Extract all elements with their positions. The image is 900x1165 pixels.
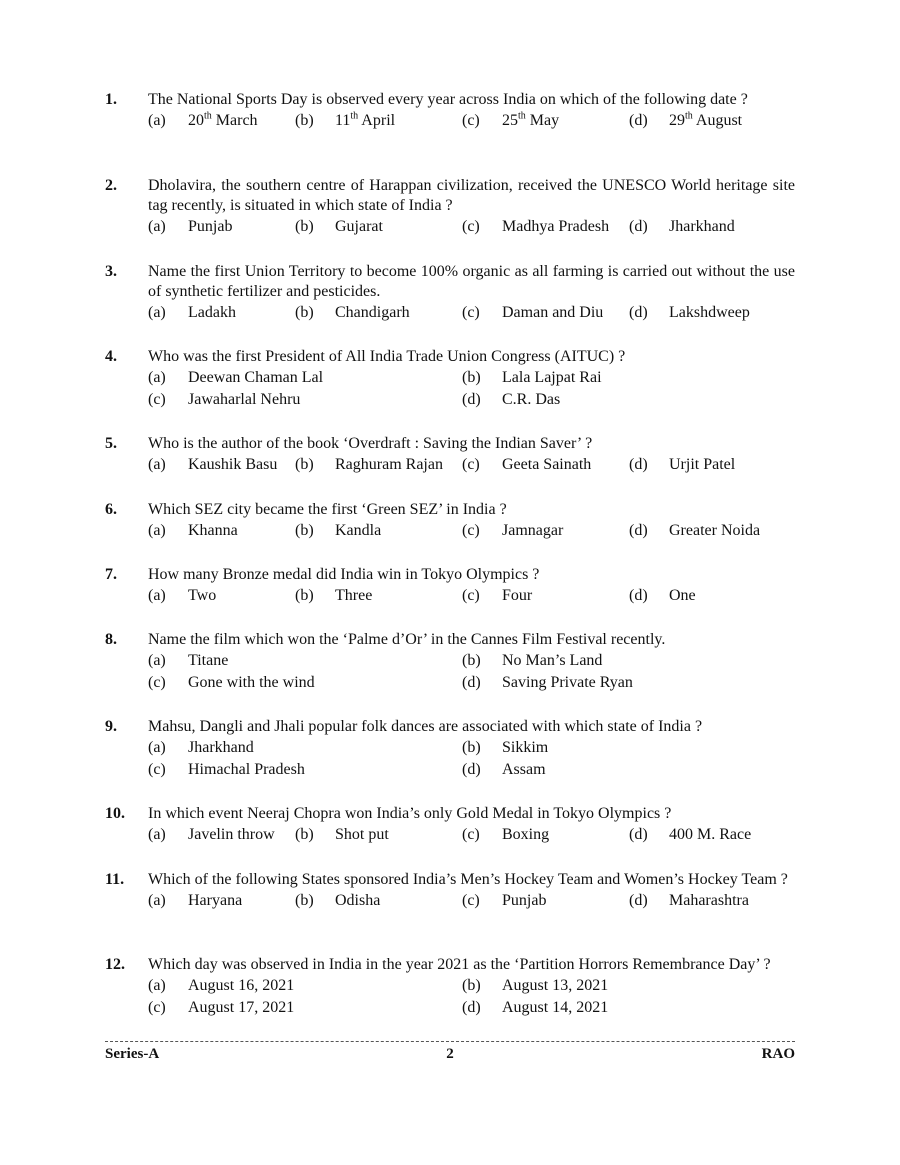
question-text: Which SEZ city became the first ‘Green SEZ’ in India ? bbox=[148, 501, 507, 518]
option-d: (d) Urjit Patel bbox=[629, 456, 736, 473]
options bbox=[148, 824, 795, 846]
option-d: (d) C.R. Das bbox=[462, 391, 561, 408]
option-c: (c) Four bbox=[462, 587, 533, 604]
option-b: (b) Odisha bbox=[295, 892, 381, 909]
option-d: (d) August 14, 2021 bbox=[462, 999, 609, 1016]
option-a: (a) Ladakh bbox=[148, 304, 236, 321]
option-b: (b) Three bbox=[295, 587, 373, 604]
question-text: Which day was observed in India in the year 2021 as the ‘Partition Horrors Remembrance Day’ ? bbox=[148, 956, 771, 973]
options bbox=[148, 110, 795, 132]
question-10 bbox=[105, 804, 795, 846]
option-a: (a) Khanna bbox=[148, 522, 238, 539]
question-number: 10. bbox=[105, 805, 125, 822]
question-text: How many Bronze medal did India win in Tokyo Olympics ? bbox=[148, 566, 540, 583]
option-d: (d) Saving Private Ryan bbox=[462, 674, 633, 691]
question-7 bbox=[105, 565, 795, 607]
options bbox=[148, 890, 795, 912]
option-a: (a) 20th March bbox=[148, 110, 258, 129]
question-2 bbox=[105, 176, 795, 238]
question-text: Name the film which won the ‘Palme d’Or’ in the Cannes Film Festival recently. bbox=[148, 631, 666, 648]
option-a: (a) August 16, 2021 bbox=[148, 977, 295, 994]
option-b: (b) Raghuram Rajan bbox=[295, 456, 443, 473]
option-b: (b) Shot put bbox=[295, 826, 389, 843]
question-number: 3. bbox=[105, 263, 117, 280]
question-text: Who was the first President of All India Trade Union Congress (AITUC) ? bbox=[148, 348, 626, 365]
option-a: (a) Deewan Chaman Lal bbox=[148, 369, 324, 386]
option-b: (b) August 13, 2021 bbox=[462, 977, 609, 994]
option-a: (a) Javelin throw bbox=[148, 826, 275, 843]
option-d: (d) Lakshdweep bbox=[629, 304, 750, 321]
paper-code: RAO bbox=[761, 1046, 795, 1062]
option-c: (c) Geeta Sainath bbox=[462, 456, 592, 473]
option-c: (c) August 17, 2021 bbox=[148, 999, 295, 1016]
question-number: 9. bbox=[105, 718, 117, 735]
question-number: 11. bbox=[105, 871, 125, 888]
question-6 bbox=[105, 500, 795, 542]
page-number: 2 bbox=[446, 1046, 454, 1062]
question-12 bbox=[105, 955, 795, 1019]
question-5 bbox=[105, 434, 795, 476]
question-8 bbox=[105, 630, 795, 694]
question-number: 2. bbox=[105, 177, 117, 194]
option-c: (c) Gone with the wind bbox=[148, 674, 315, 691]
options bbox=[148, 650, 795, 694]
question-number: 6. bbox=[105, 501, 117, 518]
option-a: (a) Two bbox=[148, 587, 217, 604]
question-11 bbox=[105, 870, 795, 912]
question-1 bbox=[105, 90, 795, 132]
options bbox=[148, 454, 795, 476]
option-c: (c) 25th May bbox=[462, 110, 560, 129]
option-c: (c) Jamnagar bbox=[462, 522, 564, 539]
option-a: (a) Jharkhand bbox=[148, 739, 254, 756]
footer-divider bbox=[105, 1041, 795, 1042]
question-number: 5. bbox=[105, 435, 117, 452]
options bbox=[148, 216, 795, 238]
option-a: (a) Titane bbox=[148, 652, 229, 669]
option-b: (b) Kandla bbox=[295, 522, 382, 539]
question-number: 12. bbox=[105, 956, 125, 973]
option-c: (c) Madhya Pradesh bbox=[462, 218, 610, 235]
options bbox=[148, 302, 795, 324]
question-text: Which of the following States sponsored India’s Men’s Hockey Team and Women’s Hockey Team ? bbox=[148, 871, 788, 888]
option-d: (d) 29th August bbox=[629, 110, 743, 129]
option-d: (d) Greater Noida bbox=[629, 522, 761, 539]
option-c: (c) Boxing bbox=[462, 826, 550, 843]
series-label: Series-A bbox=[105, 1046, 160, 1062]
option-d: (d) Maharashtra bbox=[629, 892, 749, 909]
option-c: (c) Jawaharlal Nehru bbox=[148, 391, 301, 408]
options bbox=[148, 585, 795, 607]
question-text: In which event Neeraj Chopra won India’s only Gold Medal in Tokyo Olympics ? bbox=[148, 805, 672, 822]
option-d: (d) Assam bbox=[462, 761, 546, 778]
options bbox=[148, 737, 795, 781]
question-text: The National Sports Day is observed every year across India on which of the following date ? bbox=[148, 91, 748, 108]
option-d: (d) 400 M. Race bbox=[629, 826, 752, 843]
question-4 bbox=[105, 347, 795, 411]
option-b: (b) Sikkim bbox=[462, 739, 549, 756]
question-number: 4. bbox=[105, 348, 117, 365]
option-a: (a) Haryana bbox=[148, 892, 243, 909]
option-d: (d) One bbox=[629, 587, 696, 604]
options bbox=[148, 520, 795, 542]
question-text: Mahsu, Dangli and Jhali popular folk dances are associated with which state of India ? bbox=[148, 718, 703, 735]
option-a: (a) Kaushik Basu bbox=[148, 456, 278, 473]
question-3 bbox=[105, 262, 795, 324]
question-number: 1. bbox=[105, 91, 117, 108]
option-b: (b) 11th April bbox=[295, 110, 396, 129]
option-a: (a) Punjab bbox=[148, 218, 233, 235]
option-c: (c) Punjab bbox=[462, 892, 547, 909]
question-number: 8. bbox=[105, 631, 117, 648]
option-b: (b) Lala Lajpat Rai bbox=[462, 369, 602, 386]
question-text: Who is the author of the book ‘Overdraft : Saving the Indian Saver’ ? bbox=[148, 435, 593, 452]
option-b: (b) Gujarat bbox=[295, 218, 383, 235]
option-c: (c) Daman and Diu bbox=[462, 304, 604, 321]
question-9 bbox=[105, 717, 795, 781]
options bbox=[148, 367, 795, 411]
option-c: (c) Himachal Pradesh bbox=[148, 761, 305, 778]
question-text: Name the first Union Territory to become 100% organic as all farming is carried out without the use of synthetic fertilizer and pesticides. bbox=[148, 263, 795, 300]
options bbox=[148, 975, 795, 1019]
option-b: (b) Chandigarh bbox=[295, 304, 410, 321]
question-number: 7. bbox=[105, 566, 117, 583]
option-d: (d) Jharkhand bbox=[629, 218, 735, 235]
option-b: (b) No Man’s Land bbox=[462, 652, 603, 669]
question-text: Dholavira, the southern centre of Harappan civilization, received the UNESCO World heritage site tag recently, is situated in which state of India ? bbox=[148, 177, 795, 214]
